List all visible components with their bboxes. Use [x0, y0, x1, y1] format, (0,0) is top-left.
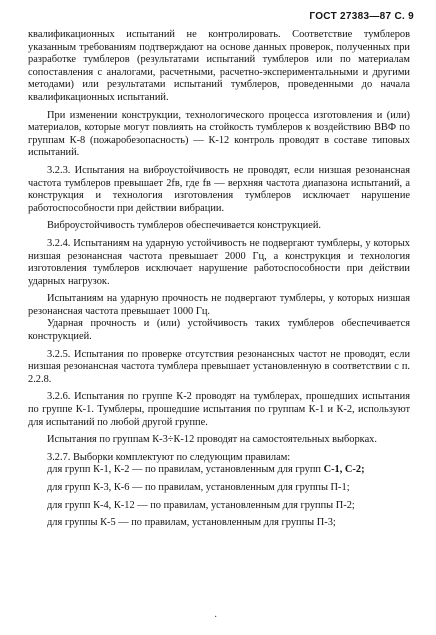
rule-2-tail: П-1; [330, 482, 350, 493]
paragraph-8: 3.2.5. Испытания по проверке отсутствия резонансных частот не проводят, если низшая резонансная частота тумблера превышает установленную в соответствии с п. 2.2.8. [28, 348, 410, 385]
rule-item-3 [28, 500, 410, 513]
paragraph-6: Испытаниям на ударную прочность не подвергают тумблеры, у которых низшая резонансная частота превышает 1000 Гц. [28, 293, 410, 317]
paragraph-5: 3.2.4. Испытаниям на ударную устойчивость не подвергают тумблеры, у которых низшая резонансная частота превышает 2000 Гц, а конструкция и технология изготовления тумблеров исключает нарушение работоспособности при действии ударных нагрузок. [28, 237, 410, 287]
rule-3-tail: П-2; [335, 499, 355, 511]
rule-1-main: для групп К-1, К-2 — по правилам, установленным для групп [47, 464, 324, 476]
rule-4-main: для группы К-5 — по правилам, установленным для группы [47, 517, 317, 529]
rule-item-2 [28, 482, 410, 495]
rule-item-1 [28, 464, 410, 477]
document-body [28, 29, 410, 530]
footer-dot: · [214, 612, 218, 624]
page-header: ГОСТ 27383—87 С. 9 [309, 11, 414, 22]
paragraph-9: 3.2.6. Испытания по группе К-2 проводят на тумблерах, прошедших испытания по группе К-1. Тумблеры, прошедшие испытания по группам К-1 и К-2, используют для испытаний по любой другой группе. [28, 391, 410, 428]
rule-2-main: для групп К-3, К-6 — по правилам, установленным для группы [47, 482, 331, 493]
paragraph-7: Ударная прочность и (или) устойчивость таких тумблеров обеспечивается конструкцией. [28, 318, 410, 343]
rule-item-4 [28, 517, 410, 530]
paragraph-4: Виброустойчивость тумблеров обеспечивается конструкцией. [47, 220, 321, 232]
rule-1-tail: С-1, С-2; [323, 464, 365, 476]
rule-3-main: для групп К-4, К-12 — по правилам, установленным для группы [47, 499, 336, 511]
paragraph-11: 3.2.7. Выборки комплектуют по следующим правилам: [47, 451, 291, 463]
paragraph-3: 3.2.3. Испытания на виброустойчивость не проводят, если низшая резонансная частота тумблеров превышает 2fв, где fв — верхняя частота диапазона испытаний, а конструкция и технология изготовления тумблеров исключает нарушение работоспособности при действии вибрации. [28, 164, 410, 214]
rule-4-tail: П-3; [316, 517, 336, 529]
paragraph-1: квалификационных испытаний не контролировать. Соответствие тумблеров указанным требованиям подтверждают на основе данных проверок, полученных при разработке тумблеров (результатами испытаний тумблеров или по материалам сопоставления с аналогами, расчетными, расчетно-экспериментальными и другими методами) или результатами испытаний тумблеров, проведенными до начала квалификационных испытаний. [28, 29, 410, 103]
paragraph-2: При изменении конструкции, технологического процесса изготовления и (или) материалов, которые могут повлиять на стойкость тумблеров к воздействию ВВФ по группам К-8 (пожаробезопасность) — К-12 контроль проводят в составе типовых испытаний. [28, 109, 410, 159]
paragraph-10: Испытания по группам К-3÷К-12 проводят на самостоятельных выборках. [47, 434, 377, 446]
